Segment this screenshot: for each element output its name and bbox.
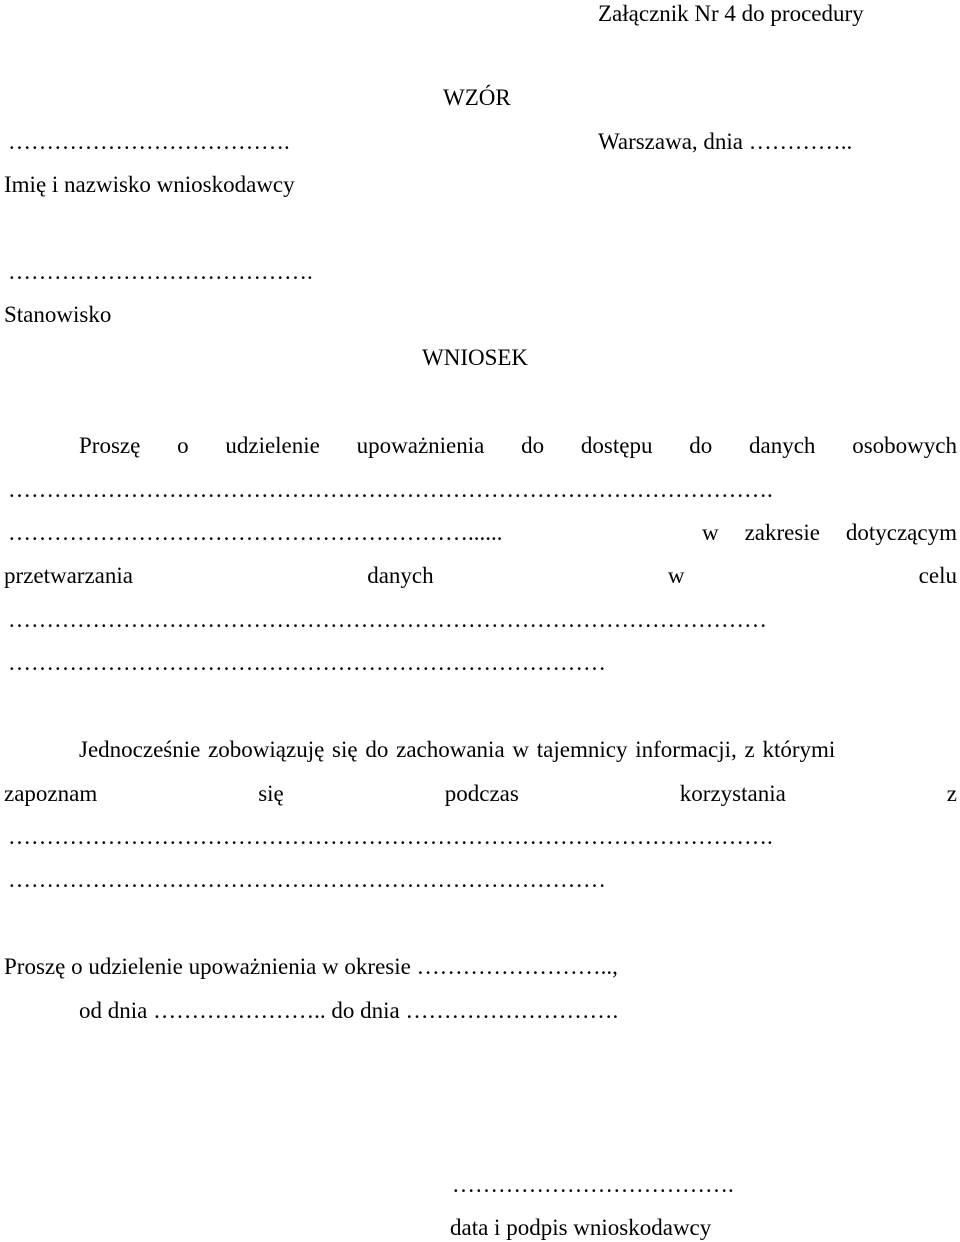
position-dots: …………………………………. xyxy=(8,259,313,284)
period-line: Proszę o udzielenie upoważnienia w okresie …………………….., xyxy=(4,954,618,979)
signature-label: data i podpis wnioskodawcy xyxy=(450,1215,712,1240)
signature-dots: ………………………………. xyxy=(452,1172,734,1197)
paragraph1-line1 xyxy=(79,432,957,460)
paragraph2-line2 xyxy=(4,780,957,808)
word: upoważnienia xyxy=(356,433,485,458)
period-dates: od dnia ………………….. do dnia ………………………. xyxy=(79,998,619,1023)
word: danych xyxy=(749,433,816,458)
paragraph1-line3-words xyxy=(702,519,957,547)
place-date: Warszawa, dnia ………….. xyxy=(598,129,853,154)
paragraph1-dots-line: ………………………………………………………………………………………. xyxy=(8,477,773,502)
attachment-header: Załącznik Nr 4 do procedury xyxy=(598,1,864,26)
paragraph2-dots-line: …………………………………………………………………… xyxy=(8,867,606,892)
word: dostępu xyxy=(580,433,653,458)
paragraph2-dots-line: ………………………………………………………………………………………. xyxy=(8,824,773,849)
word: zakresie xyxy=(744,520,820,545)
word: celu xyxy=(918,563,957,588)
word: zapoznam xyxy=(4,781,98,806)
word: przetwarzania xyxy=(4,563,133,588)
paragraph1-line4 xyxy=(4,562,957,590)
word: do xyxy=(521,433,545,458)
position-label: Stanowisko xyxy=(4,302,112,327)
applicant-name-label: Imię i nazwisko wnioskodawcy xyxy=(4,172,295,197)
word: do xyxy=(689,433,713,458)
applicant-name-dots: ………………………………. xyxy=(8,129,290,154)
paragraph1-dots-short: ……………………………………………………...... xyxy=(8,520,503,545)
paragraph1-dots-line: …………………………………………………………………… xyxy=(8,650,606,675)
word: Proszę xyxy=(79,433,141,458)
word: w xyxy=(667,563,685,588)
word: o xyxy=(177,433,189,458)
paragraph2-line1: Jednocześnie zobowiązuję się do zachowania w tajemnicy informacji, z którymi xyxy=(79,737,836,762)
document-title: WNIOSEK xyxy=(422,345,529,370)
word: w xyxy=(702,520,719,545)
paragraph1-dots-line: ……………………………………………………………………………………… xyxy=(8,607,767,632)
word: korzystania xyxy=(679,781,786,806)
word: osobowych xyxy=(852,433,957,458)
word: podczas xyxy=(444,781,519,806)
template-label: WZÓR xyxy=(443,85,511,110)
word: się xyxy=(258,781,284,806)
word: z xyxy=(946,781,957,806)
word: udzielenie xyxy=(225,433,320,458)
word: dotyczącym xyxy=(845,520,957,545)
word: danych xyxy=(367,563,434,588)
